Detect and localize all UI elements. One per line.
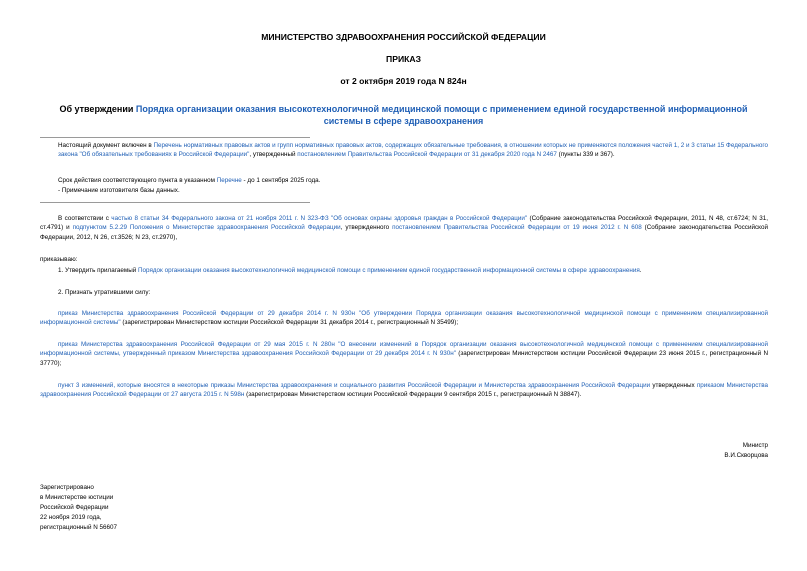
ministry-heading: МИНИСТЕРСТВО ЗДРАВООХРАНЕНИЯ РОССИЙСКОЙ ФЕДЕРАЦИИ: [261, 32, 546, 42]
order-930n-link[interactable]: приказ Министерства здравоохранения Российской Федерации от 29 декабря 2014 г. N 930н "Об утверждении Порядка организации оказания высокотехнологичной медицинской помощи с применением специализированной информационной системы": [40, 310, 768, 327]
note-database-remark: - Примечание изготовителя базы данных.: [58, 187, 180, 194]
preamble-paragraph: В соответствии с частью 8 статьи 34 Федерального закона от 21 ноября 2011 г. N 323-ФЗ "Об основах охраны здоровья граждан в Российской Федерации" (Собрание законодательства Российской Федерации, 2011, N 48, ст.6724; N 31, ст.4791) и подпунктом 5.2.29 Положения о Министерстве здравоохранения Российской Федерации, утвержденного постановлением Правительства Российской Федерации от 19 июня 2012 г. N 608 (Собрание законодательства Российской Федерации, 2012, N 26, ст.3526; N 23, ст.2970),: [40, 215, 768, 241]
registration-line-2: в Министерстве юстиции: [40, 494, 114, 501]
signer-name: В.И.Скворцова: [724, 452, 768, 459]
note-top-divider: [40, 137, 310, 138]
title-procedure-link[interactable]: Порядка организации оказания высокотехнологичной медицинской помощи с применением единой государственной информационной системы в сфере здравоохранения: [135, 104, 748, 126]
federal-law-link[interactable]: частью 8 статьи 34 Федерального закона от 21 ноября 2011 г. N 323-ФЗ "Об основах охраны здоровья граждан в Российской Федерации": [111, 215, 528, 222]
document-title: [40, 104, 767, 127]
document-type: ПРИКАЗ: [386, 54, 421, 64]
registration-line-3: Российской Федерации: [40, 504, 109, 511]
procedure-link[interactable]: Порядок организации оказания высокотехнологичной медицинской помощи с применением единой государственной информационной системы в сфере здравоохранения: [138, 267, 640, 274]
order-280n-link[interactable]: приказ Министерства здравоохранения Российской Федерации от 29 мая 2015 г. N 280н "О внесении изменений в Порядок организации оказания высокотехнологичной медицинской помощи с применением специализированной информационной системы, утвержденный приказом Министерства здравоохранения Российской Федерации от 29 декабря 2014 г. N 930н": [40, 341, 768, 358]
order-command: приказываю:: [40, 256, 78, 263]
registration-line-1: Зарегистрировано: [40, 484, 94, 491]
repealed-act-2: приказ Министерства здравоохранения Российской Федерации от 29 мая 2015 г. N 280н "О внесении изменений в Порядок организации оказания высокотехнологичной медицинской помощи с применением специализированной информационной системы, утвержденный приказом Министерства здравоохранения Российской Федерации от 29 декабря 2014 г. N 930н" (зарегистрирован Министерством юстиции Российской Федерации 23 июня 2015 г., регистрационный N 37770);: [40, 341, 768, 367]
order-item-1: 1. Утвердить прилагаемый Порядок организации оказания высокотехнологичной медицинской помощи с применением единой государственной информационной системы в сфере здравоохранения.: [58, 267, 642, 274]
note-list-link[interactable]: Перечень нормативных правовых актов и групп нормативных правовых актов, содержащих обязательные требования, в отношении которых не применяются положения частей 1, 2 и 3 статьи 15 Федерального закона "Об обязательных требованиях в Российской Федерации": [58, 142, 768, 159]
repealed-act-3: пункт 3 изменений, которые вносятся в некоторые приказы Министерства здравоохранения и социального развития Российской Федерации и Министерства здравоохранения Российской Федерации утвержденных приказом Министерства здравоохранения Российской Федерации от 27 августа 2015 г. N 598н (зарегистрирован Министерством юстиции Российской Федерации 9 сентября 2015 г., регистрационный N 38847).: [40, 382, 768, 399]
title-prefix: Об утверждении: [59, 104, 136, 114]
registration-block: [40, 483, 117, 533]
note-list-short-link[interactable]: Перечне: [216, 177, 242, 184]
order-date-number: от 2 октября 2019 года N 824н: [340, 76, 467, 86]
order-598n-link[interactable]: приказом Министерства здравоохранения Российской Федерации от 27 августа 2015 г. N 598н: [40, 382, 768, 399]
registration-line-5: регистрационный N 56607: [40, 524, 118, 531]
repealed-act-1: приказ Министерства здравоохранения Российской Федерации от 29 декабря 2014 г. N 930н "Об утверждении Порядка организации оказания высокотехнологичной медицинской помощи с применением специализированной информационной системы" (зарегистрирован Министерством юстиции Российской Федерации 31 декабря 2014 г., регистрационный N 35499);: [40, 310, 768, 327]
government-resolution-link[interactable]: постановлением Правительства Российской Федерации от 19 июня 2012 г. N 608: [392, 224, 642, 232]
signer-position: Министр: [742, 442, 768, 449]
signature-block: [724, 441, 768, 461]
note-bottom-divider: [40, 202, 310, 203]
registration-line-4: 22 ноября 2019 года,: [40, 514, 102, 521]
note-paragraph-list: Настоящий документ включен в Перечень нормативных правовых актов и групп нормативных правовых актов, содержащих обязательные требования, в отношении которых не применяются положения частей 1, 2 и 3 статьи 15 Федерального закона "Об обязательных требованиях в Российской Федерации", утвержденный постановлением Правительства Российской Федерации от 31 декабря 2020 года N 2467 (пункты 339 и 367).: [58, 142, 768, 159]
order-item-2: 2. Признать утратившими силу:: [58, 289, 151, 296]
note-resolution-link[interactable]: постановлением Правительства Российской Федерации от 31 декабря 2020 года N 2467: [297, 151, 557, 159]
amendments-point-3-link[interactable]: пункт 3 изменений, которые вносятся в некоторые приказы Министерства здравоохранения и социального развития Российской Федерации и Министерства здравоохранения Российской Федерации: [58, 382, 651, 389]
regulation-subparagraph-link[interactable]: подпунктом 5.2.29 Положения о Министерстве здравоохранения Российской Федерации: [72, 224, 341, 232]
note-paragraph-validity: Срок действия соответствующего пункта в указанном Перечне - до 1 сентября 2025 года.: [58, 177, 321, 184]
